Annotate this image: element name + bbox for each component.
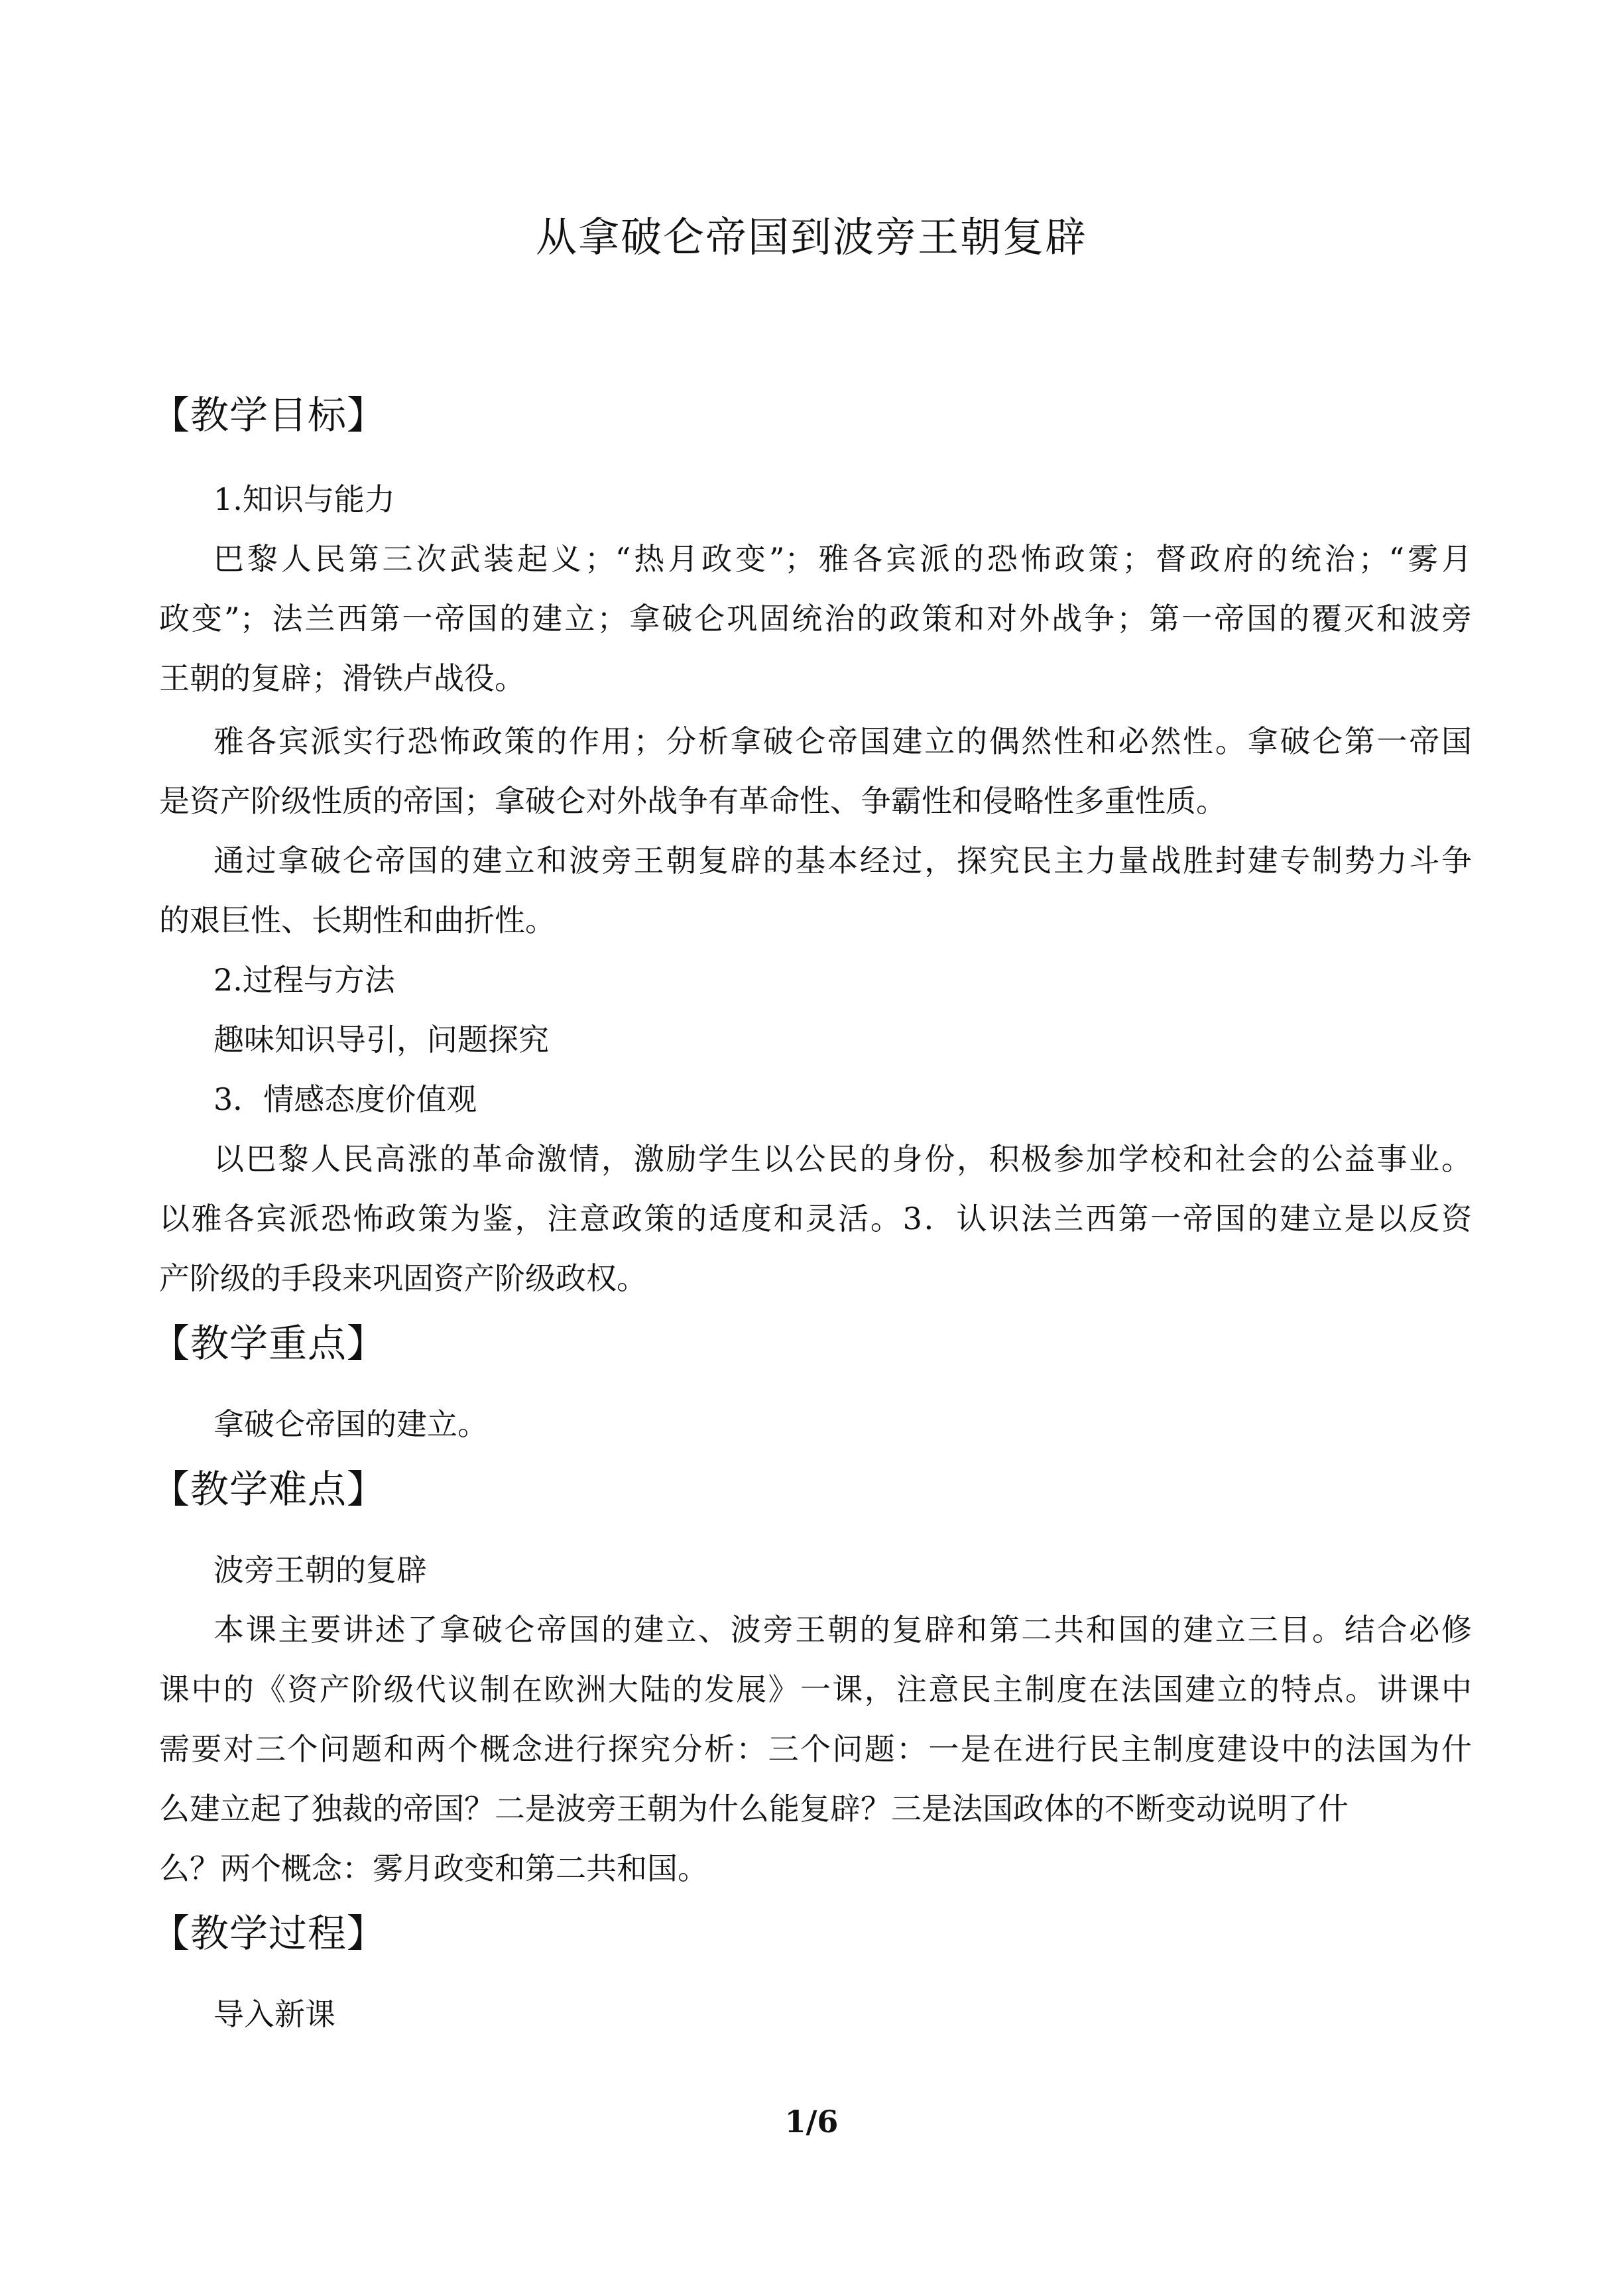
paragraph-line: 通过拿破仑帝国的建立和波旁王朝复辟的基本经过，探究民主力量战胜封建专制势力斗争 [213, 843, 1472, 878]
paragraph-line: 需要对三个问题和两个概念进行探究分析：三个问题：一是在进行民主制度建设中的法国为什 [159, 1731, 1472, 1767]
paragraph-line: 本课主要讲述了拿破仑帝国的建立、波旁王朝的复辟和第二共和国的建立三目。结合必修 [213, 1612, 1472, 1648]
section-heading-process: 【教学过程】 [151, 1911, 387, 1956]
key-points-text: 拿破仑帝国的建立。 [213, 1406, 488, 1442]
values-label: 3．情感态度价值观 [213, 1081, 477, 1117]
paragraph-line: 的艰巨性、长期性和曲折性。 [159, 902, 556, 938]
paragraph-line: 巴黎人民第三次武装起义；“热月政变”；雅各宾派的恐怖政策；督政府的统治；“雾月 [213, 541, 1472, 577]
knowledge-label: 1.知识与能力 [213, 481, 395, 517]
paragraph-line: 课中的《资产阶级代议制在欧洲大陆的发展》一课，注意民主制度在法国建立的特点。讲课中 [159, 1671, 1472, 1707]
paragraph-line: 以雅各宾派恐怖政策为鉴，注意政策的适度和灵活。3．认识法兰西第一帝国的建立是以反资 [159, 1201, 1472, 1237]
paragraph-line: 政变”；法兰西第一帝国的建立；拿破仑巩固统治的政策和对外战争；第一帝国的覆灭和波旁 [159, 601, 1472, 636]
process-method-label: 2.过程与方法 [213, 962, 395, 998]
section-heading-difficulties: 【教学难点】 [151, 1467, 387, 1512]
paragraph-line: 雅各宾派实行恐怖政策的作用；分析拿破仑帝国建立的偶然性和必然性。拿破仑第一帝国 [213, 723, 1472, 759]
paragraph-line: 以巴黎人民高涨的革命激情，激励学生以公民的身份，积极参加学校和社会的公益事业。 [213, 1141, 1472, 1177]
difficulties-text: 波旁王朝的复辟 [213, 1552, 427, 1588]
process-text: 导入新课 [213, 1996, 335, 2032]
section-heading-objectives: 【教学目标】 [151, 393, 387, 438]
process-method-text: 趣味知识导引，问题探究 [213, 1022, 549, 1057]
paragraph-line: 么建立起了独裁的帝国？二是波旁王朝为什么能复辟？三是法国政体的不断变动说明了什 [159, 1791, 1349, 1827]
paragraph-line: 产阶级的手段来巩固资产阶级政权。 [159, 1260, 647, 1296]
document-title: 从拿破仑帝国到波旁王朝复辟 [535, 213, 1087, 261]
paragraph-line: 王朝的复辟；滑铁卢战役。 [159, 660, 525, 696]
paragraph-line: 是资产阶级性质的帝国；拿破仑对外战争有革命性、争霸性和侵略性多重性质。 [159, 783, 1227, 819]
paragraph-line: 么？两个概念：雾月政变和第二共和国。 [159, 1850, 708, 1886]
page-number: 1/6 [784, 2104, 839, 2140]
section-heading-key-points: 【教学重点】 [151, 1321, 387, 1366]
